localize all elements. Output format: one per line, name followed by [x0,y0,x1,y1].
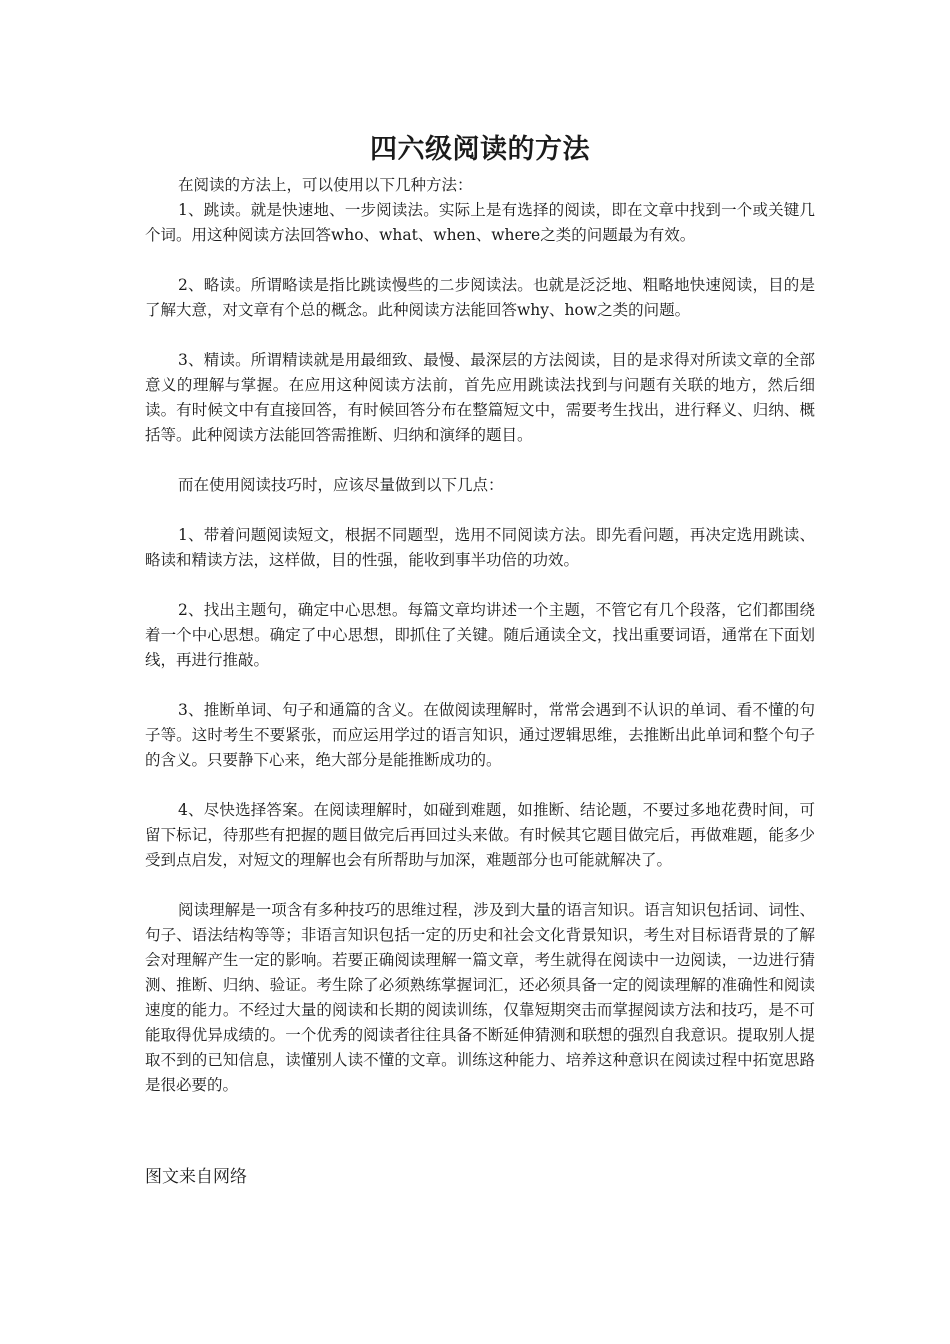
paragraph-spacer [145,773,815,798]
conclusion-paragraph: 阅读理解是一项含有多种技巧的思维过程，涉及到大量的语言知识。语言知识包括词、词性、句子、语法结构等等；非语言知识包括一定的历史和社会文化背景知识，考生对目标语背景的了解会对理解产生一定的影响。若要正确阅读理解一篇文章，考生就得在阅读中一边阅读，一边进行猜测、推断、归纳、验证。考生除了必须熟练掌握词汇，还必须具备一定的阅读理解的准确性和阅读速度的能力。不经过大量的阅读和长期的阅读训练，仅靠短期突击而掌握阅读方法和技巧，是不可能取得优异成绩的。一个优秀的阅读者往往具备不断延伸猜测和联想的强烈自我意识。提取别人提取不到的已知信息，读懂别人读不懂的文章。训练这种能力、培养这种意识在阅读过程中拓宽思路是很必要的。 [145,901,815,1094]
skill-read-with-questions: 1、带着问题阅读短文，根据不同题型，选用不同阅读方法。即先看问题，再决定选用跳读、略读和精读方法，这样做，目的性强，能收到事半功倍的功效。 [145,526,815,569]
method-jump-reading: 1、跳读。就是快速地、一步阅读法。实际上是有选择的阅读，即在文章中找到一个或关键几个词。用这种阅读方法回答who、what、when、where之类的问题最为有效。 [145,201,815,244]
method-intensive-reading: 3、精读。所谓精读就是用最细致、最慢、最深层的方法阅读，目的是求得对所读文章的全部意义的理解与掌握。在应用这种阅读方法前，首先应用跳读法找到与问题有关联的地方，然后细读。有时候文中有直接回答，有时候回答分布在整篇短文中，需要考生找出，进行释义、归纳、概括等。此种阅读方法能回答需推断、归纳和演绎的题目。 [145,351,815,444]
method-skim-reading: 2、略读。所谓略读是指比跳读慢些的二步阅读法。也就是泛泛地、粗略地快速阅读，目的是了解大意，对文章有个总的概念。此种阅读方法能回答why、how之类的问题。 [145,276,815,319]
paragraph-spacer [145,248,815,273]
skill-infer-meaning: 3、推断单词、句子和通篇的含义。在做阅读理解时，常常会遇到不认识的单词、看不懂的句子等。这时考生不要紧张，而应运用学过的语言知识，通过逻辑思维，去推断出此单词和整个句子的含义。只要静下心来，绝大部分是能推断成功的。 [145,701,815,769]
paragraph-spacer [145,573,815,598]
paragraph-spacer [145,323,815,348]
skills-intro-paragraph: 而在使用阅读技巧时，应该尽量做到以下几点： [178,476,504,494]
source-note: 图文来自网络 [145,1167,247,1187]
document-title: 四六级阅读的方法 [370,134,590,165]
paragraph-spacer [145,673,815,698]
paragraph-spacer [145,448,815,473]
document-page [145,128,815,1098]
skill-choose-answers-quickly: 4、尽快选择答案。在阅读理解时，如碰到难题，如推断、结论题，不要过多地花费时间，可留下标记，待那些有把握的题目做完后再回过头来做。有时候其它题目做完后，再做难题，能多少受到点启发，对短文的理解也会有所帮助与加深，难题部分也可能就解决了。 [145,801,815,869]
intro-paragraph: 在阅读的方法上，可以使用以下几种方法： [178,176,473,194]
skill-find-topic-sentence: 2、找出主题句，确定中心思想。每篇文章均讲述一个主题，不管它有几个段落，它们都围绕着一个中心思想。确定了中心思想，即抓住了关键。随后通读全文，找出重要词语，通常在下面划线，再进行推敲。 [145,601,815,669]
paragraph-spacer [145,873,815,898]
paragraph-spacer [145,498,815,523]
